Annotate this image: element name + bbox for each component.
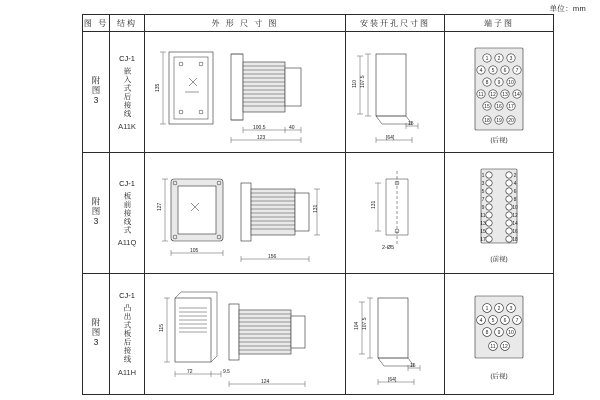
structure-model: A11K — [118, 121, 136, 131]
terminal-number: 12 — [512, 213, 518, 219]
cell-drawing-no — [83, 274, 110, 395]
terminal-number: 3 — [509, 56, 513, 62]
dim-115: 115 — [159, 324, 165, 332]
terminal-number: 19 — [496, 118, 502, 124]
terminal-number: 16 — [512, 229, 518, 235]
terminal-number: 8 — [485, 80, 489, 86]
terminal-number: 2 — [497, 306, 501, 312]
terminal-number: 7 — [515, 68, 519, 74]
table-header-row — [83, 15, 554, 32]
drawing-no-label: 附图3 — [91, 75, 101, 106]
terminal-number: 18 — [512, 237, 518, 243]
hole-spec: 2-Ø5 — [382, 245, 395, 251]
terminal-number: 2 — [513, 173, 517, 179]
header-panel-cut: 安装开孔尺寸图 — [346, 15, 445, 32]
terminal-number: 5 — [491, 318, 495, 324]
spec-table — [82, 14, 554, 395]
dim-131: 131 — [313, 204, 319, 213]
terminal-number: 4 — [479, 68, 483, 74]
structure-code: CJ-1 — [119, 178, 135, 188]
header-drawing-no: 图 号 — [83, 15, 110, 32]
dim-124: 124 — [261, 379, 270, 385]
terminal-number: 15 — [480, 229, 486, 235]
dim-156: 156 — [268, 254, 277, 260]
terminal-number: 1 — [485, 56, 489, 62]
terminal-drawing-2 — [445, 153, 553, 273]
cell-panel-cut-drawing — [346, 274, 445, 395]
cell-drawing-no — [83, 153, 110, 274]
terminal-number: 13 — [480, 221, 486, 227]
structure-text: 凸出式板后接线 — [123, 304, 132, 364]
terminal-number: 9 — [497, 330, 501, 336]
outline-drawing-1 — [145, 32, 345, 152]
structure-text: 嵌入式后接线 — [123, 66, 132, 118]
table-row — [83, 32, 554, 153]
dim-107-5: 107.5 — [360, 75, 366, 88]
terminal-number: 18 — [484, 118, 490, 124]
structure-code: CJ-1 — [119, 53, 135, 63]
terminal-number: 11 — [478, 92, 484, 98]
cell-terminal-drawing — [445, 32, 554, 153]
cell-panel-cut-drawing — [346, 153, 445, 274]
cell-outline-drawing — [145, 153, 346, 274]
unit-note: 单位：mm — [549, 4, 586, 13]
header-terminal: 端子图 — [445, 15, 554, 32]
cell-structure — [110, 274, 145, 395]
dim-100-5: 100.5 — [253, 125, 266, 131]
terminal-number: 13 — [502, 92, 508, 98]
terminal-number: 6 — [503, 318, 507, 324]
outline-drawing-2 — [145, 153, 345, 273]
header-outline: 外 形 尺 寸 图 — [145, 15, 346, 32]
cell-terminal-drawing — [445, 153, 554, 274]
terminal-number: 3 — [509, 306, 513, 312]
terminal-number: 11 — [490, 344, 496, 350]
terminal-number: 4 — [513, 181, 517, 187]
terminal-number: 7 — [515, 318, 519, 324]
terminal-number: 17 — [508, 104, 514, 110]
terminal-number: 4 — [479, 318, 483, 324]
terminal-number: 3 — [481, 181, 485, 187]
dim-64: [64] — [386, 135, 395, 141]
dim-105: 105 — [190, 248, 199, 254]
terminal-number: 2 — [497, 56, 501, 62]
dim-72: 72 — [187, 369, 193, 375]
dim-127: 127 — [157, 202, 163, 211]
cell-drawing-no — [83, 32, 110, 153]
terminal-number: 1 — [481, 173, 485, 179]
table-row — [83, 153, 554, 274]
terminal-number: 5 — [491, 68, 495, 74]
structure-model: A11H — [117, 367, 137, 377]
terminal-number: 9 — [481, 205, 485, 211]
dim-40: 40 — [289, 125, 295, 131]
dim-15: 15 — [410, 363, 416, 369]
dim-104: 104 — [354, 321, 360, 330]
terminal-number: 12 — [490, 92, 496, 98]
terminal-number: 11 — [480, 213, 486, 219]
cell-panel-cut-drawing — [346, 32, 445, 153]
dim-64: [64] — [388, 377, 397, 383]
terminal-number: 16 — [496, 104, 502, 110]
terminal-number: 10 — [508, 330, 514, 336]
structure-model: A11Q — [117, 238, 137, 248]
cell-structure — [110, 153, 145, 274]
terminal-number: 9 — [497, 80, 501, 86]
terminal-number: 12 — [502, 344, 508, 350]
terminal-number: 20 — [508, 118, 514, 124]
panel-cut-drawing-2 — [346, 153, 444, 273]
terminal-number: 10 — [508, 80, 514, 86]
structure-text: 板前接线式 — [123, 191, 132, 235]
terminal-number: 7 — [481, 197, 485, 203]
dim-110: 110 — [352, 80, 358, 88]
dim-9-5: 9.5 — [223, 369, 230, 375]
cell-terminal-drawing — [445, 274, 554, 395]
cell-outline-drawing — [145, 32, 346, 153]
dim-123: 123 — [257, 135, 266, 141]
terminal-view-label: (后视) — [490, 373, 508, 380]
terminal-number: 8 — [485, 330, 489, 336]
terminal-number: 14 — [514, 92, 520, 98]
dim-107-5: 107.5 — [362, 317, 368, 330]
dim-131: 131 — [371, 200, 377, 209]
terminal-number: 6 — [503, 68, 507, 74]
terminal-drawing-3 — [445, 274, 553, 394]
terminal-number: 6 — [513, 189, 517, 195]
terminal-number: 14 — [512, 221, 518, 227]
terminal-number: 8 — [513, 197, 517, 203]
terminal-number: 15 — [484, 104, 490, 110]
terminal-view-label: (前视) — [490, 256, 508, 263]
outline-drawing-3 — [145, 274, 345, 394]
terminal-number: 17 — [480, 237, 486, 243]
panel-cut-drawing-3 — [346, 274, 444, 394]
terminal-number: 1 — [485, 306, 489, 312]
panel-cut-drawing-1 — [346, 32, 444, 152]
drawing-no-label: 附图3 — [91, 317, 101, 348]
cell-outline-drawing — [145, 274, 346, 395]
structure-code: CJ-1 — [119, 291, 135, 301]
terminal-view-label: (后视) — [490, 137, 508, 144]
dim-135: 135 — [155, 83, 161, 92]
table-row — [83, 274, 554, 395]
drawing-no-label: 附图3 — [91, 196, 101, 227]
terminal-number: 10 — [512, 205, 518, 211]
dim-15: 15 — [408, 121, 414, 127]
terminal-number: 5 — [481, 189, 485, 195]
header-structure: 结构 — [110, 15, 145, 32]
terminal-drawing-1 — [445, 32, 553, 152]
cell-structure — [110, 32, 145, 153]
